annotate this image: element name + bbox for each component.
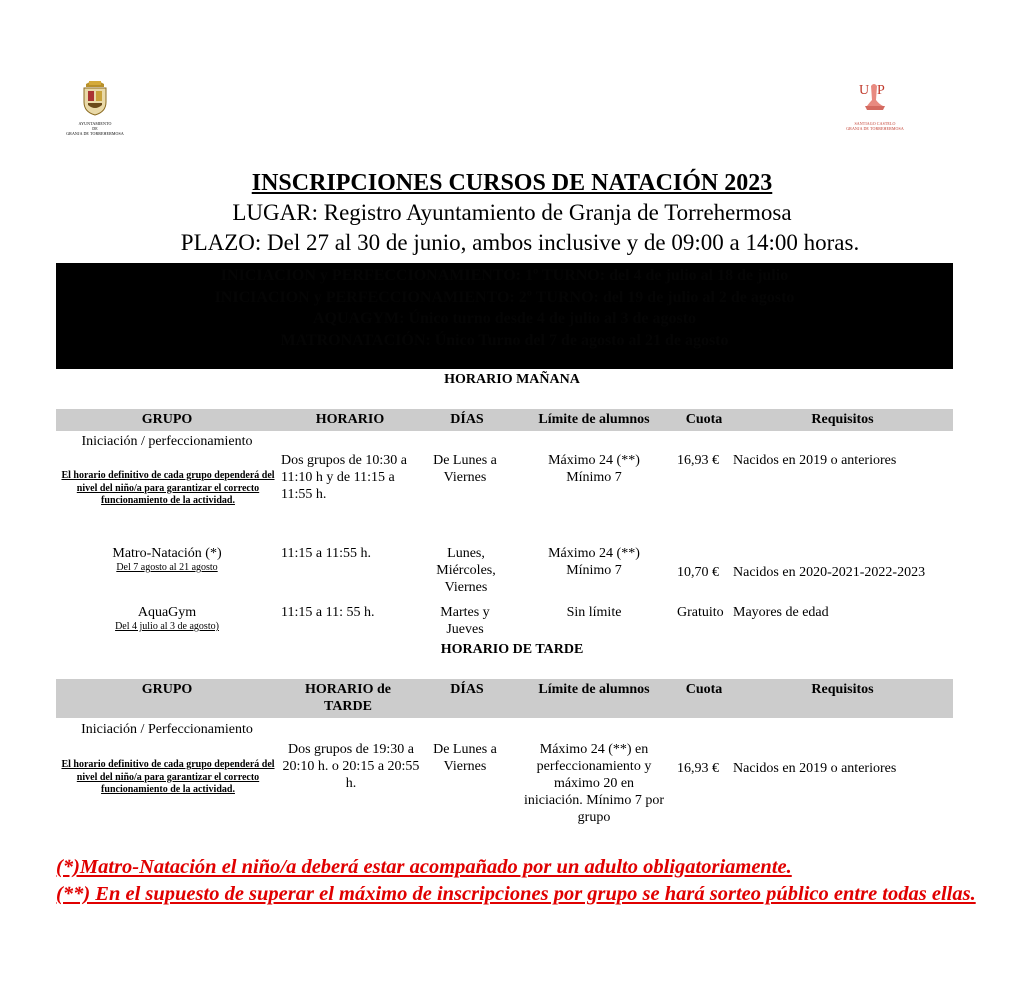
- row-requisitos: Nacidos en 2019 o anteriores: [733, 453, 897, 468]
- row-grupo: Iniciación / perfeccionamiento: [81, 434, 253, 449]
- afternoon-title: HORARIO DE TARDE: [440, 642, 584, 657]
- footnote-matronatacion: (*)Matro-Natación el niño/a deberá estar acompañado por un adulto obligatoriamente.: [56, 856, 792, 878]
- row-grupo: Matro-Natación (*): [112, 546, 222, 561]
- row-dias: Martes y Jueves: [440, 605, 490, 637]
- th-dias: DÍAS: [450, 412, 484, 427]
- logo-left-caption-2: DE: [92, 126, 98, 131]
- row-cuota: 10,70 €: [677, 565, 719, 580]
- row-limite: Máximo 24 (**) Mínimo 7: [548, 546, 640, 578]
- row-dias: De Lunes a Viernes: [433, 453, 497, 485]
- row-horario: 11:15 a 11: 55 h.: [281, 605, 375, 620]
- row-grupo: AquaGym: [137, 605, 197, 620]
- svg-text:P: P: [877, 83, 885, 98]
- plazo-line: PLAZO: Del 27 al 30 de junio, ambos inclusive y de 09:00 a 14:00 horas.: [180, 230, 860, 255]
- svg-text:U: U: [859, 83, 870, 98]
- morning-table-header: [56, 409, 953, 431]
- row-dias: Lunes, Miércoles, Viernes: [436, 546, 496, 595]
- th-horario: HORARIO de TARDE: [305, 682, 391, 714]
- turno-line-3: AQUAGYM: Único turno desde 4 de julio al 3 de agosto: [312, 310, 697, 327]
- afternoon-table-header: [56, 679, 953, 718]
- row-requisitos: Nacidos en 2019 o anteriores: [733, 761, 897, 776]
- row-horario: 11:15 a 11:55 h.: [281, 546, 371, 561]
- header-block: [0, 168, 1024, 258]
- row-grupo: Iniciación / Perfeccionamiento: [81, 722, 253, 737]
- coat-of-arms-icon: [78, 78, 112, 116]
- turno-line-1: INICIACION y PERFECCIONAMIENTO: 1º TURNO: del 4 de julio al 18 de julio: [220, 267, 789, 284]
- row-limite: Sin límite: [566, 605, 622, 620]
- row-limite: Máximo 24 (**) Mínimo 7: [548, 453, 640, 485]
- th-cuota: Cuota: [685, 412, 723, 427]
- page-title: INSCRIPCIONES CURSOS DE NATACIÓN 2023: [251, 170, 773, 196]
- th-limite: Límite de alumnos: [538, 682, 650, 697]
- th-grupo: GRUPO: [141, 682, 193, 697]
- th-cuota: Cuota: [685, 682, 723, 697]
- row-dias: De Lunes a Viernes: [433, 742, 497, 774]
- row-nota: Del 7 agosto al 21 agosto: [116, 562, 218, 573]
- row-limite: Máximo 24 (**) en perfeccionamiento y máximo 20 en iniciación. Mínimo 7 por grupo: [524, 742, 664, 825]
- row-horario: Dos grupos de 19:30 a 20:10 h. o 20:15 a 20:55 h.: [282, 742, 420, 791]
- th-requisitos: Requisitos: [811, 412, 874, 427]
- upp-logo: [838, 80, 912, 131]
- upp-logo-icon: [855, 80, 895, 116]
- th-requisitos: Requisitos: [811, 682, 874, 697]
- turnos-band: [56, 263, 953, 369]
- footnote-sorteo: (**) En el supuesto de superar el máximo de inscripciones por grupo se hará sorteo público entre todas ellas.: [56, 883, 976, 905]
- th-limite: Límite de alumnos: [538, 412, 650, 427]
- row-cuota: 16,93 €: [677, 453, 719, 468]
- row-nota: Del 4 julio al 3 de agosto): [115, 621, 219, 632]
- morning-title: HORARIO MAÑANA: [444, 372, 580, 387]
- row-cuota: Gratuito: [677, 605, 724, 620]
- row-requisitos: Nacidos en 2020-2021-2022-2023: [733, 565, 926, 580]
- th-horario: HORARIO: [315, 412, 385, 427]
- logo-left-caption-1: AYUNTAMIENTO: [78, 121, 112, 126]
- turno-line-4: MATRONATACIÓN: Único Turno del 7 de agosto al 21 de agosto: [280, 331, 729, 349]
- th-dias: DÍAS: [450, 682, 484, 697]
- row-nota: El horario definitivo de cada grupo dependerá del nivel del niño/a para garantizar el correcto funcionamiento de la actividad.: [61, 470, 275, 506]
- logo-right-caption-2: GRANJA DE TORREHERMOSA: [846, 126, 904, 131]
- row-horario: Dos grupos de 10:30 a 11:10 h y de 11:15 a 11:55 h.: [281, 453, 407, 502]
- lugar-line: LUGAR: Registro Ayuntamiento de Granja de Torrehermosa: [232, 200, 792, 225]
- row-requisitos: Mayores de edad: [733, 605, 829, 620]
- turno-line-2: INICIACION y PERFECCIONAMIENTO: 2º TURNO: del 19 de julio al 2 de agosto: [214, 288, 795, 306]
- ayuntamiento-logo: [60, 78, 130, 136]
- row-cuota: 16,93 €: [677, 761, 719, 776]
- footnotes: [56, 854, 976, 908]
- row-nota: El horario definitivo de cada grupo dependerá del nivel del niño/a para garantizar el correcto funcionamiento de la actividad.: [61, 759, 275, 795]
- logo-right-caption-1: SANTIAGO CASTELO: [854, 121, 896, 126]
- th-grupo: GRUPO: [141, 412, 193, 427]
- logo-left-caption-3: GRANJA DE TORREHERMOSA: [66, 131, 124, 136]
